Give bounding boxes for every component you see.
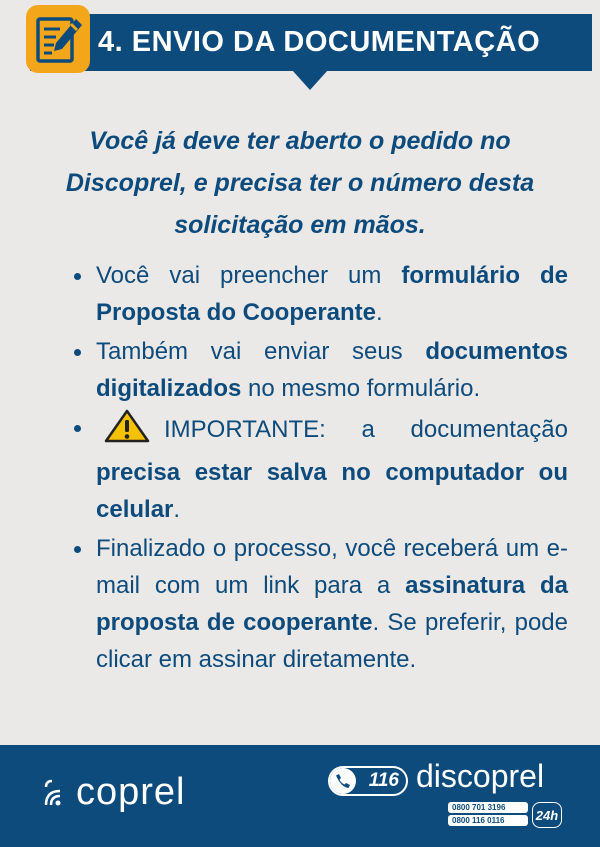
discoprel-wordmark: discoprel xyxy=(416,758,545,794)
list-item xyxy=(96,333,568,407)
list-item-bold: precisa estar salva no computador ou celular xyxy=(96,459,568,523)
list-item-text: Você vai preencher um xyxy=(96,262,402,289)
section-title: 4. ENVIO DA DOCUMENTAÇÃO xyxy=(98,26,541,58)
list-item-text: no mesmo formulário. xyxy=(241,375,481,402)
phone-number: 0800 701 3196 xyxy=(448,802,528,813)
list-item-text: Finalizado o processo, você receberá um e-mail com um link para a xyxy=(96,535,568,599)
discoprel-logo xyxy=(328,758,568,832)
coprel-logo xyxy=(42,770,186,814)
coprel-wordmark: coprel xyxy=(76,770,186,813)
list-item-bold: formulário de Proposta do Cooperante xyxy=(96,262,568,326)
document-edit-icon xyxy=(26,5,90,73)
warning-icon xyxy=(104,409,150,454)
list-item xyxy=(96,530,568,678)
list-item-bold: documentos digitalizados xyxy=(96,338,568,402)
list-item-text: . xyxy=(376,299,383,326)
instruction-list xyxy=(96,257,568,680)
list-item xyxy=(96,409,568,528)
header-pointer xyxy=(292,70,328,90)
list-item-text: IMPORTANTE: a documentação xyxy=(164,416,568,443)
list-item-bold: assinatura da proposta de cooperante xyxy=(96,572,568,636)
phone-number: 0800 116 0116 xyxy=(448,815,528,826)
intro-text: Você já deve ter aberto o pedido no Discoprel, e precisa ter o número desta solicitação em mãos. xyxy=(65,127,535,239)
phone-numbers xyxy=(448,802,558,828)
list-item-text: . xyxy=(173,496,181,523)
badge-116-text: 116 xyxy=(368,770,399,791)
list-item xyxy=(96,257,568,331)
hours-text: 24h xyxy=(535,807,559,823)
coprel-signal-icon xyxy=(42,777,68,807)
phone-icon xyxy=(330,768,356,794)
list-item-text: . Se preferir, pode clicar em assinar diretamente. xyxy=(96,609,569,673)
list-item-text: Também vai enviar seus xyxy=(96,338,426,365)
hours-badge xyxy=(532,802,562,828)
